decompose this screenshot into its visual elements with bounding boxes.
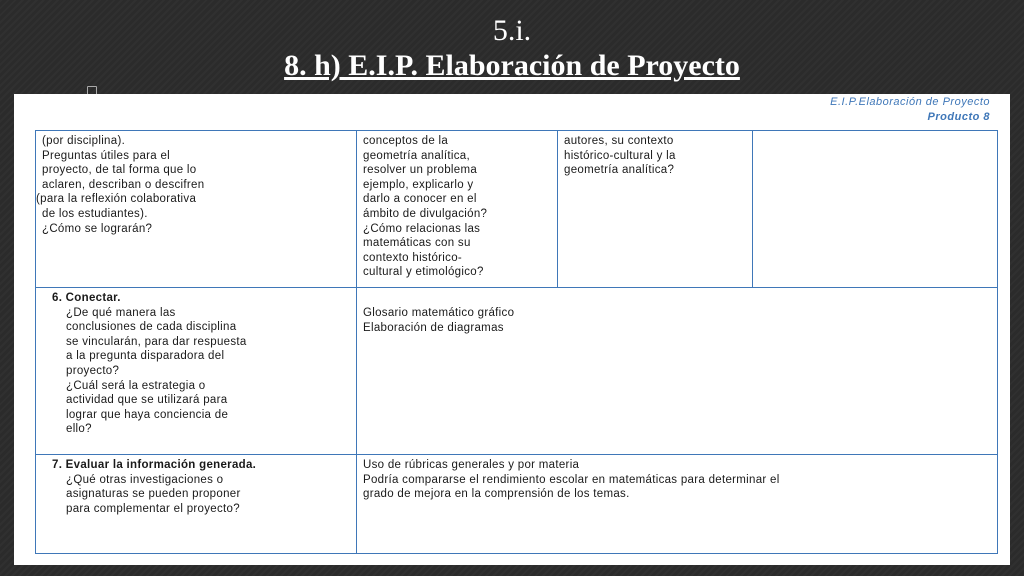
text-line: ¿Cuál será la estrategia o: [66, 379, 206, 392]
row1-col2-cell: [357, 131, 558, 288]
text-line: de los estudiantes).: [42, 207, 148, 220]
text-line: aclaren, describan o descifren: [42, 178, 205, 191]
row2-heading: 6. Conectar.: [52, 292, 121, 304]
slide-title-main: 8. h) E.I.P. Elaboración de Proyecto: [284, 49, 740, 82]
text-line: histórico-cultural y la: [564, 149, 676, 162]
text-line: matemáticas con su: [363, 237, 471, 250]
text-line: ¿Cómo relacionas las: [363, 222, 481, 235]
text-line: Preguntas útiles para el: [42, 149, 171, 162]
row1-col1-cell: [36, 131, 357, 288]
project-table: [35, 130, 998, 554]
text-line: asignaturas se pueden proponer: [66, 488, 241, 501]
text-line: para complementar el proyecto?: [66, 502, 240, 515]
text-line: geometría analítica,: [363, 149, 471, 162]
text-line: grado de mejora en la comprensión de los temas.: [363, 488, 630, 501]
row2-col1-cell: [36, 288, 357, 455]
text-line: Podría compararse el rendimiento escolar en matemáticas para determinar el: [363, 473, 780, 486]
text-line: Glosario matemático gráfico: [363, 307, 515, 319]
text-line: a la pregunta disparadora del: [66, 350, 225, 363]
text-line: resolver un problema: [363, 164, 478, 177]
text-line: geometría analítica?: [564, 164, 675, 177]
doc-header-product: Producto 8: [927, 111, 990, 123]
row3-col2-cell: [357, 455, 998, 554]
table-row: [36, 131, 998, 288]
text-line: darlo a conocer en el: [363, 193, 477, 206]
text-line: ¿Cómo se lograrán?: [42, 222, 153, 235]
text-line: contexto histórico-: [363, 251, 463, 264]
row1-col3-cell: [558, 131, 753, 288]
text-line: Elaboración de diagramas: [363, 321, 504, 334]
text-line: (para la reflexión colaborativa: [36, 193, 197, 206]
text-line: (por disciplina).: [42, 135, 126, 147]
text-line: ello?: [66, 423, 92, 436]
text-line: ¿De qué manera las: [66, 306, 176, 319]
text-line: ejemplo, explicarlo y: [363, 178, 474, 191]
slide-title-number: 5.i.: [492, 14, 532, 47]
row3-heading: 7. Evaluar la información generada.: [52, 459, 257, 471]
text-line: proyecto, de tal forma que lo: [42, 164, 197, 177]
doc-header-title: E.I.P.Elaboración de Proyecto: [830, 96, 990, 108]
text-line: autores, su contexto: [564, 135, 674, 147]
text-line: cultural y etimológico?: [363, 266, 484, 279]
text-line: conclusiones de cada disciplina: [66, 321, 237, 334]
text-line: lograr que haya conciencia de: [66, 408, 229, 421]
text-line: proyecto?: [66, 364, 120, 377]
table-row: [36, 455, 998, 554]
row1-col4-cell: [753, 131, 998, 288]
text-line: ámbito de divulgación?: [363, 207, 488, 220]
text-line: Uso de rúbricas generales y por materia: [363, 459, 580, 471]
text-line: se vincularán, para dar respuesta: [66, 335, 247, 348]
table-row: [36, 288, 998, 455]
slide-title: [0, 14, 1024, 84]
row3-col1-cell: [36, 455, 357, 554]
text-line: actividad que se utilizará para: [66, 394, 228, 407]
text-line: conceptos de la: [363, 135, 449, 147]
row2-col2-cell: [357, 288, 998, 455]
text-line: ¿Qué otras investigaciones o: [66, 473, 224, 486]
document-image: [14, 94, 1010, 565]
